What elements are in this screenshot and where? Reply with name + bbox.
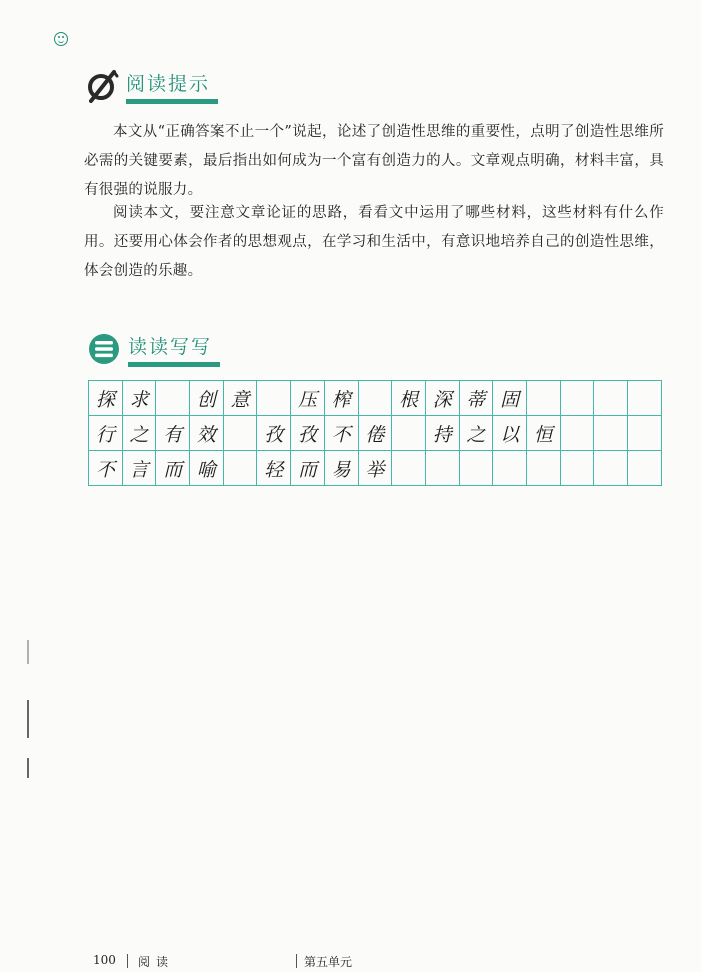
reading-tip-title: 阅读提示 (126, 73, 211, 95)
grid-cell (224, 416, 258, 451)
page-footer (0, 953, 701, 971)
grid-cell (594, 416, 628, 451)
grid-cell (594, 381, 628, 416)
grid-cell: 轻 (257, 451, 291, 486)
margin-mark (27, 640, 29, 664)
grid-cell: 意 (224, 381, 258, 416)
grid-cell: 恒 (527, 416, 561, 451)
title-underline (128, 362, 220, 367)
grid-cell: 蒂 (460, 381, 494, 416)
grid-cell (392, 416, 426, 451)
grid-cell: 不 (89, 451, 123, 486)
grid-cell: 举 (359, 451, 393, 486)
grid-cell (527, 381, 561, 416)
grid-cell: 深 (426, 381, 460, 416)
reading-tip-paragraph-1: 本文从“正确答案不止一个”说起，论述了创造性思维的重要性，点明了创造性思维所必需的关键要素，最后指出如何成为一个富有创造力的人。文章观点明确，材料丰富，具有很强的说服力。 (84, 124, 664, 198)
grid-cell (561, 451, 595, 486)
grid-cell: 之 (123, 416, 157, 451)
grid-cell: 不 (325, 416, 359, 451)
footer-divider (296, 954, 297, 968)
grid-cell: 易 (325, 451, 359, 486)
grid-cell (460, 451, 494, 486)
grid-cell (628, 416, 662, 451)
read-write-title: 读读写写 (128, 336, 213, 358)
grid-cell: 有 (156, 416, 190, 451)
grid-cell: 孜 (257, 416, 291, 451)
grid-cell (561, 416, 595, 451)
grid-cell (257, 381, 291, 416)
grid-cell (628, 451, 662, 486)
grid-cell (594, 451, 628, 486)
grid-cell: 创 (190, 381, 224, 416)
reading-tip-icon (84, 68, 120, 104)
grid-cell: 求 (123, 381, 157, 416)
reading-tip-paragraph-2: 阅读本文，要注意文章论证的思路，看看文中运用了哪些材料，这些材料有什么作用。还要用心体会作者的思想观点，在学习和生活中，有意识地培养自己的创造性思维，体会创造的乐趣。 (84, 205, 664, 279)
grid-cell: 行 (89, 416, 123, 451)
grid-cell (392, 451, 426, 486)
grid-cell (527, 451, 561, 486)
read-write-header (86, 331, 220, 367)
grid-cell: 以 (493, 416, 527, 451)
grid-cell (224, 451, 258, 486)
grid-cell: 持 (426, 416, 460, 451)
margin-mark (27, 700, 29, 738)
three-lines-circle-icon (86, 331, 122, 367)
grid-cell: 孜 (291, 416, 325, 451)
word-grid (88, 380, 662, 486)
grid-cell: 榨 (325, 381, 359, 416)
grid-cell: 压 (291, 381, 325, 416)
footer-unit-label: 第五单元 (304, 955, 353, 969)
margin-mark (27, 758, 29, 778)
grid-cell: 而 (291, 451, 325, 486)
grid-cell (156, 381, 190, 416)
grid-cell (426, 451, 460, 486)
smiley-icon (54, 32, 68, 46)
grid-cell: 喻 (190, 451, 224, 486)
grid-cell (359, 381, 393, 416)
grid-cell (561, 381, 595, 416)
grid-cell: 言 (123, 451, 157, 486)
grid-cell: 固 (493, 381, 527, 416)
grid-cell: 效 (190, 416, 224, 451)
reading-tip-header (84, 68, 218, 104)
grid-cell: 之 (460, 416, 494, 451)
grid-cell: 探 (89, 381, 123, 416)
footer-section-label: 阅读 (138, 955, 175, 969)
page-number: 100 (93, 953, 116, 967)
grid-cell: 而 (156, 451, 190, 486)
grid-cell: 根 (392, 381, 426, 416)
footer-divider (127, 954, 128, 968)
grid-cell: 倦 (359, 416, 393, 451)
grid-cell (493, 451, 527, 486)
grid-cell (628, 381, 662, 416)
title-underline (126, 99, 218, 104)
